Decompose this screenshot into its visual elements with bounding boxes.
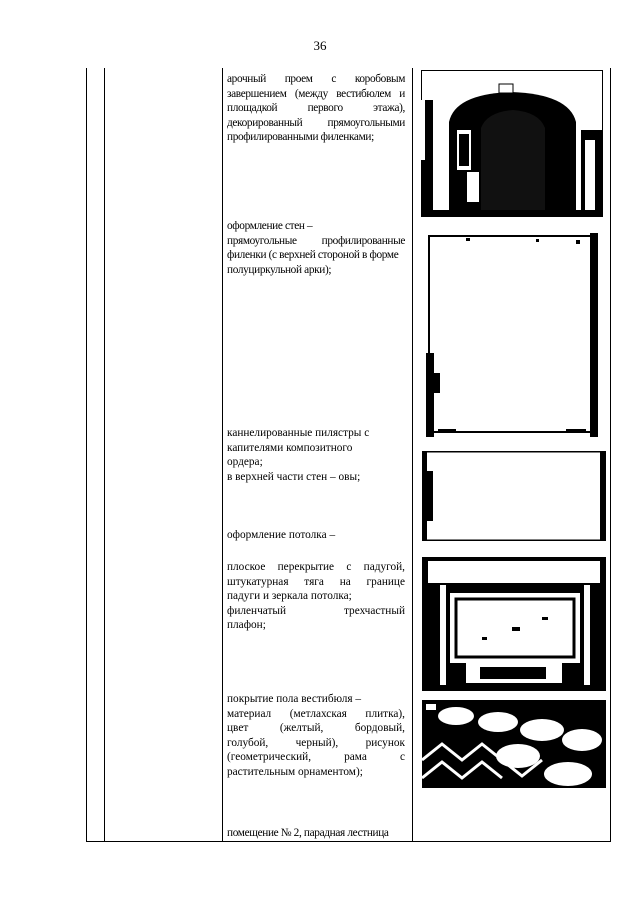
description-ceiling-heading — [227, 528, 405, 543]
description-pilasters — [227, 426, 405, 484]
text-line: покрытие пола вестибюля – — [227, 693, 362, 705]
table-bottom-border — [86, 841, 611, 842]
text-line: прямоугольные профилированные — [227, 234, 405, 247]
text-line: голубой, черный), рисунок — [227, 736, 405, 749]
photo-arch-opening — [421, 70, 603, 217]
page-number: 36 — [313, 38, 327, 53]
description-walls — [227, 219, 405, 277]
photo-floor-tiles — [422, 700, 606, 788]
text-line: полуциркульной арки); — [227, 263, 332, 276]
text-line: цвет (желтый, бордовый, — [227, 722, 405, 735]
text-line: растительным орнаментом); — [227, 765, 363, 778]
text-line: арочный проем с коробовым — [227, 73, 405, 85]
description-arch — [227, 72, 405, 145]
text-line: штукатурная тяга на границе — [227, 575, 405, 588]
text-line: оформление потолка – — [227, 529, 336, 541]
table-column-divider-2 — [222, 68, 223, 842]
table-column-divider-3 — [412, 68, 413, 842]
text-line: ордера; — [227, 456, 263, 469]
text-line: в верхней части стен – овы; — [227, 470, 361, 483]
description-floor — [227, 692, 405, 780]
table-border-right — [610, 68, 611, 842]
text-line: филенчатый трехчастный — [227, 604, 405, 617]
text-line: завершением (между вестибюлем и — [227, 87, 405, 100]
text-line: плафон; — [227, 619, 266, 632]
text-line: профилированными филенками; — [227, 131, 374, 144]
text-line: падуги и зеркала потолка; — [227, 590, 352, 603]
photo-wall-panel — [426, 233, 598, 437]
photo-ceiling — [422, 557, 606, 691]
description-ceiling — [227, 560, 405, 633]
text-line: (геометрический, рама с — [227, 751, 405, 764]
text-line: каннелированные пилястры с — [227, 427, 370, 439]
table-border-left — [86, 68, 87, 842]
text-line: помещение № 2, парадная лестница — [227, 827, 389, 839]
text-line: капителями композитного — [227, 441, 353, 454]
text-line: декорированный прямоугольными — [227, 116, 405, 129]
text-line: оформление стен – — [227, 220, 313, 232]
text-line: плоское перекрытие с падугой, — [227, 561, 405, 573]
description-room2 — [227, 826, 405, 841]
text-line: площадкой первого этажа), — [227, 102, 405, 115]
table-column-divider-1 — [104, 68, 105, 842]
text-line: филенки (с верхней стороной в форме — [227, 249, 399, 262]
photo-pilasters — [422, 451, 606, 541]
text-line: материал (метлахская плитка), — [227, 707, 405, 720]
